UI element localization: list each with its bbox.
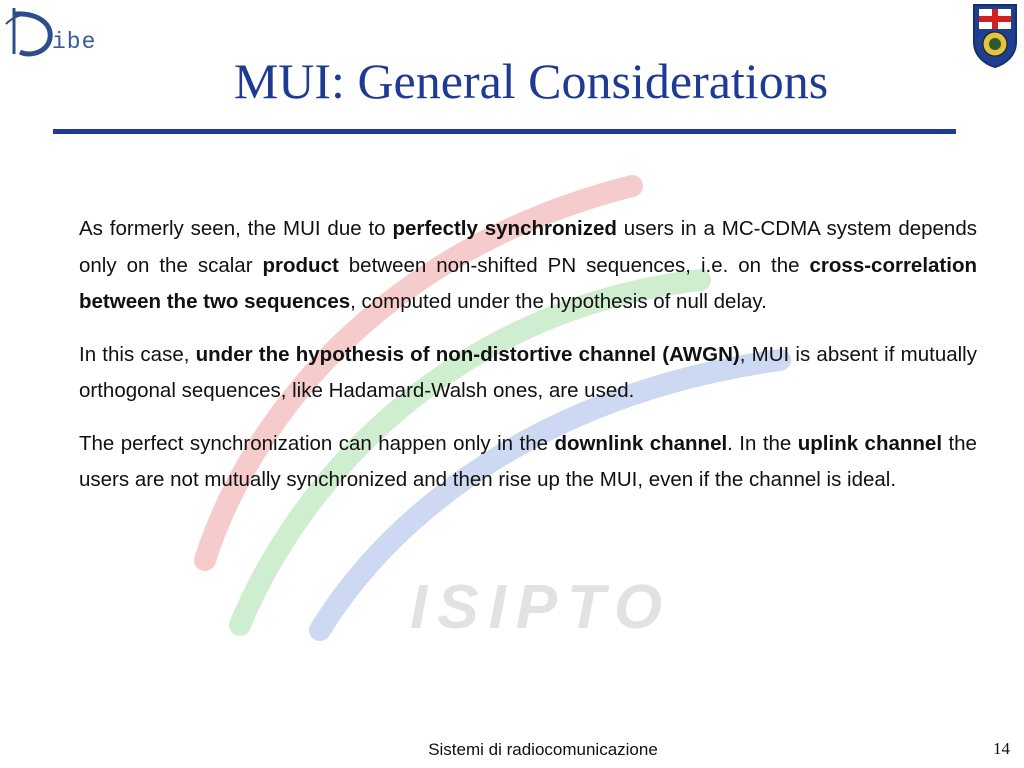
footer-text: Sistemi di radiocomunicazione: [428, 740, 658, 759]
bold-run: under the hypothesis of non-distortive channel (AWGN): [195, 342, 740, 366]
text-run: , MUI is absent if mutually orthogonal sequences, like Hadamard-Walsh ones, are used.: [79, 342, 977, 402]
page-title: MUI: General Considerations: [233, 53, 829, 109]
page-number: 14: [993, 739, 1010, 758]
logo-text: ibe: [52, 29, 97, 55]
text-run: In this case,: [79, 342, 196, 366]
text-run: , computed under the hypothesis of null delay.: [350, 290, 767, 313]
paragraph-1: [79, 211, 977, 321]
text-run: between non-shifted PN sequences, i.e. on the: [338, 253, 810, 277]
bold-run: perfectly synchronized: [392, 217, 617, 240]
text-run: As formerly seen, the MUI due to: [79, 217, 393, 240]
bold-run: downlink channel: [554, 431, 728, 455]
text-run: the users are not mutually synchronized and then rise up the MUI, even if the channel is ideal.: [79, 431, 977, 491]
bold-run: uplink channel: [797, 431, 943, 455]
paragraph-3: [79, 426, 977, 499]
text-run: . In the: [727, 431, 798, 455]
bold-run: product: [262, 253, 339, 277]
watermark-text: ISIPTO: [410, 573, 673, 642]
paragraph-2: [79, 337, 977, 410]
slide-body: [79, 211, 977, 515]
title-divider: [53, 129, 956, 134]
text-run: The perfect synchronization can happen only in the: [79, 431, 555, 455]
bold-run: cross-correlation between the two sequences: [79, 253, 977, 313]
text-run: users in a MC-CDMA system depends only on the scalar: [79, 217, 977, 277]
